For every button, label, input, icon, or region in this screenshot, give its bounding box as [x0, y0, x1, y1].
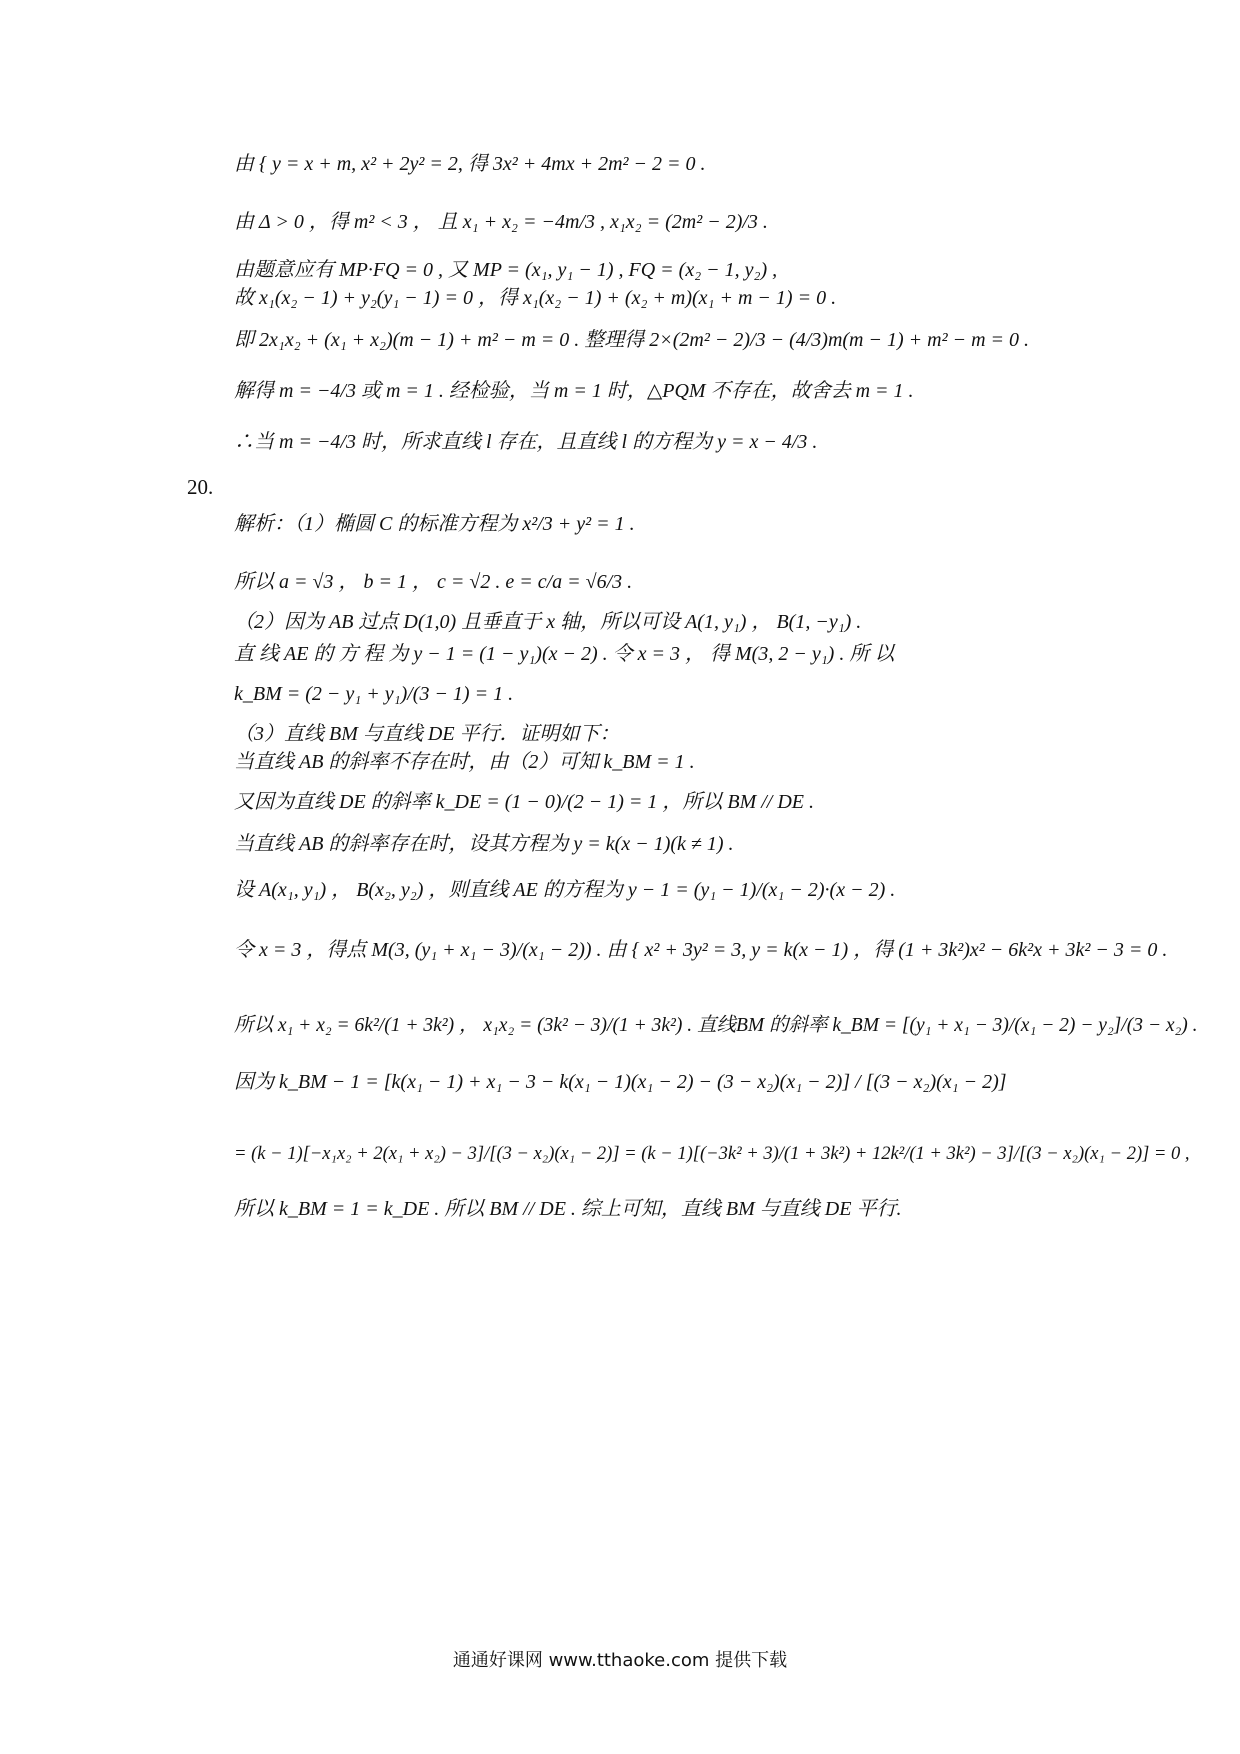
text-line: k_BM = (2 − y₁ + y₁)/(3 − 1) = 1 . [234, 683, 514, 705]
text-line: 因为 k_BM − 1 = [k(x₁ − 1) + x₁ − 3 − k(x₁ − 1)(x₁ − 2) − (3 − x₂)(x₁ − 2)] / [(3 − x₂)(x₁ − 2)] [234, 1071, 1007, 1093]
text-line: 即 2x₁x₂ + (x₁ + x₂)(m − 1) + m² − m = 0 . 整理得 2×(2m² − 2)/3 − (4/3)m(m − 1) + m² − m = 0 . [234, 329, 1030, 351]
text-line: 解得 m = −4/3 或 m = 1 . 经检验，当 m = 1 时，△PQM 不存在，故舍去 m = 1 . [234, 380, 914, 402]
text-line: 令 x = 3 ，得点 M(3, (y₁ + x₁ − 3)/(x₁ − 2)) . 由 { x² + 3y² = 3, y = k(x − 1) ，得 (1 + 3k²)x² − 6k²x + 3k² − 3 = 0 . [234, 939, 1168, 961]
problem-number: 20. [187, 475, 214, 499]
text-line: （3）直线 BM 与直线 DE 平行．证明如下： [234, 723, 620, 745]
text-line: 由题意应有 MP·FQ = 0 , 又 MP = (x₁, y₁ − 1) , FQ = (x₂ − 1, y₂) , [234, 259, 778, 281]
text-line: 设 A(x₁, y₁) ， B(x₂, y₂) ，则直线 AE 的方程为 y − 1 = (y₁ − 1)/(x₁ − 2)·(x − 2) . [234, 879, 896, 901]
text-line: 所以 x₁ + x₂ = 6k²/(1 + 3k²) ， x₁x₂ = (3k² − 3)/(1 + 3k²) . 直线BM 的斜率 k_BM = [(y₁ + x₁ − 3)/(x₁ − 2) − y₂]/(3 − x₂) . [234, 1015, 1198, 1036]
text-line: 直 线 AE 的 方 程 为 y − 1 = (1 − y₁)(x − 2) . 令 x = 3 ， 得 M(3, 2 − y₁) . 所 以 [234, 643, 895, 665]
page-footer: 通通好课网 www.tthaoke.com 提供下载 [452, 1650, 788, 1671]
text-line: 所以 a = √3 ， b = 1 ， c = √2 . e = c/a = √6/3 . [234, 571, 633, 593]
text-line: 所以 k_BM = 1 = k_DE . 所以 BM // DE . 综上可知，直线 BM 与直线 DE 平行. [234, 1198, 902, 1220]
text-line: ∴当 m = −4/3 时，所求直线 l 存在，且直线 l 的方程为 y = x − 4/3 . [234, 431, 818, 453]
text-line: 由 Δ > 0 ，得 m² < 3 ， 且 x₁ + x₂ = −4m/3 , x₁x₂ = (2m² − 2)/3 . [234, 211, 768, 233]
text-line: 当直线 AB 的斜率不存在时，由（2）可知 k_BM = 1 . [234, 751, 695, 773]
text-line: = (k − 1)[−x₁x₂ + 2(x₁ + x₂) − 3]/[(3 − x₂)(x₁ − 2)] = (k − 1)[(−3k² + 3)/(1 + 3k²) + 12k²/(1 + 3k²) − 3]/[(3 − x₂)(x₁ − 2)] = 0 , [234, 1144, 1190, 1164]
text-line: 解析：（1）椭圆 C 的标准方程为 x²/3 + y² = 1 . [234, 513, 635, 535]
text-line: 故 x₁(x₂ − 1) + y₂(y₁ − 1) = 0 ，得 x₁(x₂ − 1) + (x₂ + m)(x₁ + m − 1) = 0 . [234, 287, 837, 309]
text-line: 当直线 AB 的斜率存在时，设其方程为 y = k(x − 1)(k ≠ 1) . [234, 833, 734, 855]
text-line: 由 { y = x + m, x² + 2y² = 2, 得 3x² + 4mx + 2m² − 2 = 0 . [234, 153, 706, 175]
text-line: 又因为直线 DE 的斜率 k_DE = (1 − 0)/(2 − 1) = 1 ，所以 BM // DE . [234, 791, 815, 813]
text-line: （2）因为 AB 过点 D(1,0) 且垂直于 x 轴，所以可设 A(1, y₁) ， B(1, −y₁) . [234, 611, 862, 633]
